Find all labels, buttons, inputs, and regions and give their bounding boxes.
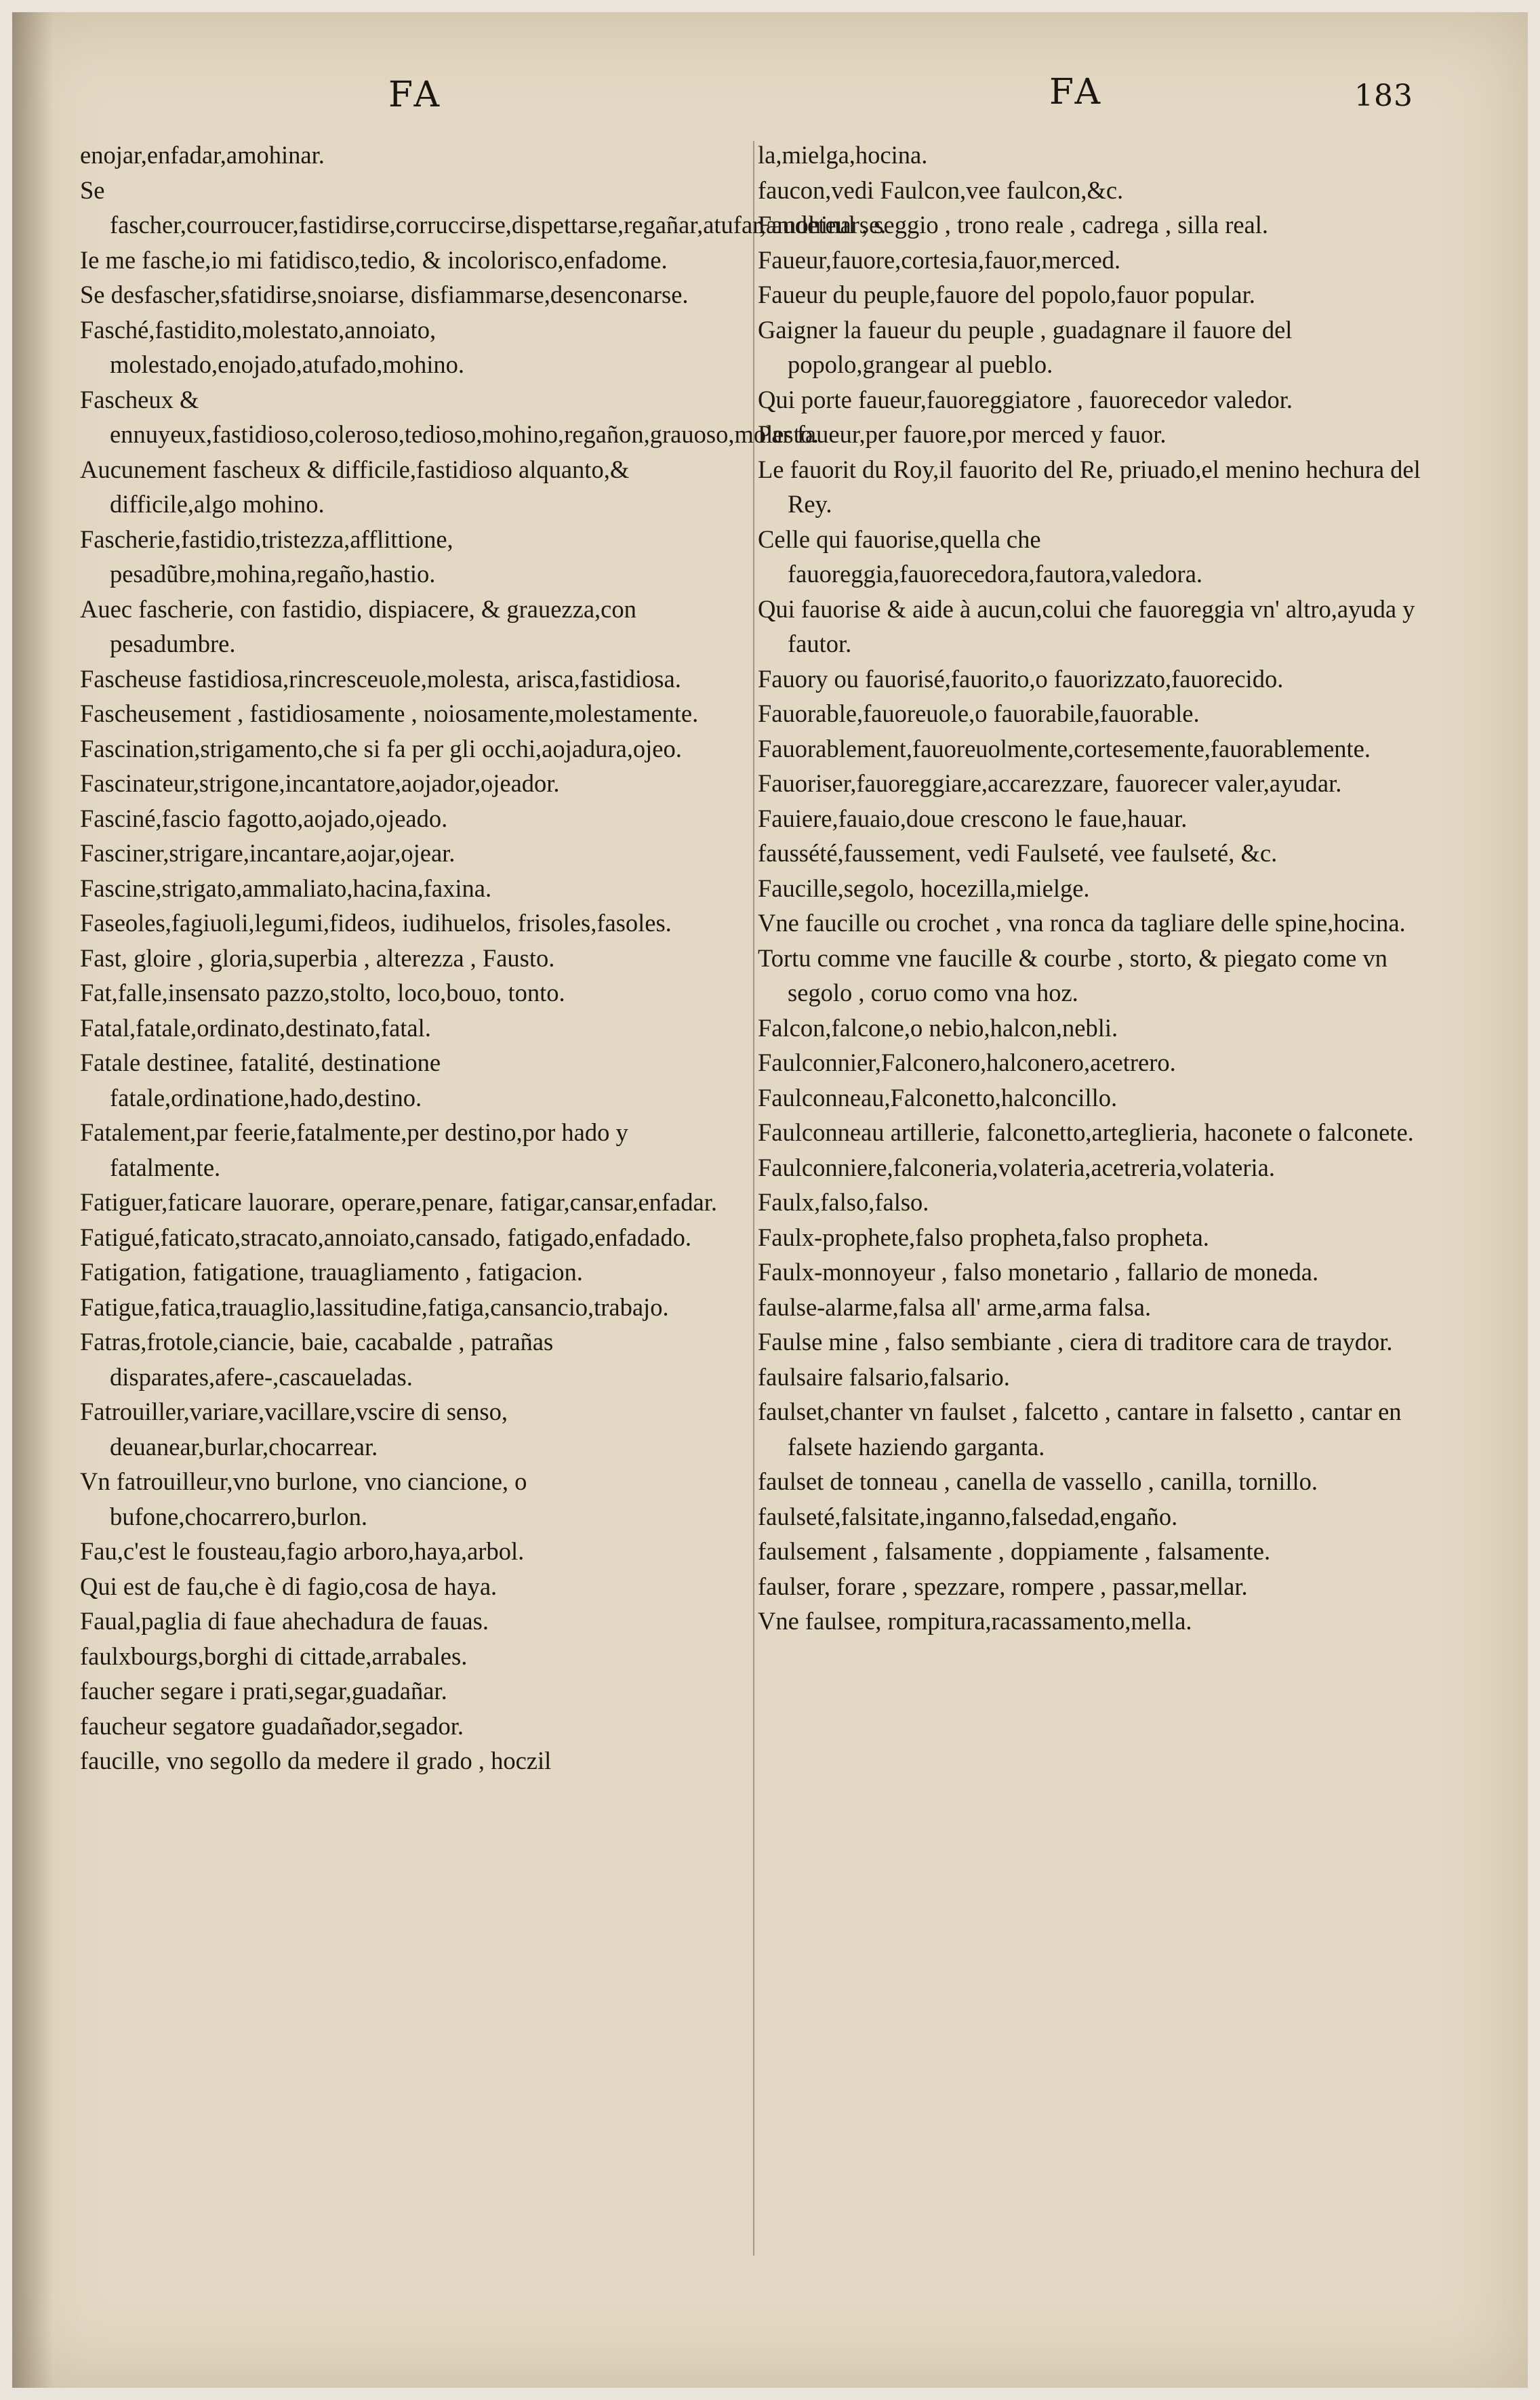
dictionary-entry: enojar,enfadar,amohinar.: [80, 141, 325, 169]
dictionary-entry: faulse-alarme,falsa all' arme,arma falsa.: [758, 1293, 1152, 1321]
dictionary-entry: Fascination,strigamento,che si fa per gli occhi,aojadura,ojeo.: [80, 734, 682, 762]
dictionary-entry: faulset,chanter vn faulset , falcetto , cantare in falsetto , cantar en falsete haziendo garganta.: [758, 1398, 1402, 1461]
dictionary-entry: Vne faulsee, rompitura,racassamento,mella.: [758, 1607, 1192, 1635]
dictionary-entry: Fau,c'est le fousteau,fagio arboro,haya,arbol.: [80, 1537, 525, 1565]
dictionary-entry: faulxbourgs,borghi di cittade,arrabales.: [80, 1642, 468, 1670]
dictionary-entry: Fascheuse fastidiosa,rincresceuole,molesta, arisca,fastidiosa.: [80, 664, 681, 693]
dictionary-entry: faulsement , falsamente , doppiamente , falsamente.: [758, 1537, 1271, 1565]
dictionary-entry: Faulconneau,Falconetto,halconcillo.: [758, 1083, 1118, 1112]
dictionary-entry: Fatigation, fatigatione, trauagliamento , fatigacion.: [80, 1258, 583, 1286]
dictionary-entry: Aucunement fascheux & difficile,fastidioso alquanto,& difficile,algo mohino.: [80, 455, 630, 518]
dictionary-entry: Fat,falle,insensato pazzo,stolto, loco,bouo, tonto.: [80, 979, 565, 1006]
dictionary-entry: Fasciné,fascio fagotto,aojado,ojeado.: [80, 804, 448, 832]
dictionary-entry: Fauorablement,fauoreuolmente,cortesemente,fauorablemente.: [758, 734, 1371, 762]
dictionary-entry: Falcon,falcone,o nebio,halcon,nebli.: [758, 1013, 1118, 1042]
dictionary-entry: Faulconniere,falconeria,volateria,acetreria,volateria.: [758, 1153, 1276, 1181]
dictionary-entry: Par faueur,per fauore,por merced y fauor.: [758, 420, 1167, 448]
page-number: 183: [1354, 79, 1413, 113]
dictionary-entry: Fasciner,strigare,incantare,aojar,ojear.: [80, 839, 455, 867]
dictionary-entry: Fascine,strigato,ammaliato,hacina,faxina.: [80, 874, 492, 902]
dictionary-entry: Faueur,fauore,cortesia,fauor,merced.: [758, 245, 1121, 274]
dictionary-entry: Qui est de fau,che è di fagio,cosa de haya.: [80, 1572, 498, 1600]
dictionary-entry: faulser, forare , spezzare, rompere , passar,mellar.: [758, 1572, 1248, 1600]
dictionary-entry: Fatrouiller,variare,vacillare,vscire di senso, deuanear,burlar,chocarrear.: [80, 1398, 508, 1461]
dictionary-entry: Fatal,fatale,ordinato,destinato,fatal.: [80, 1013, 431, 1042]
dictionary-entry: Fatale destinee, fatalité, destinatione fatale,ordinatione,hado,destino.: [80, 1049, 441, 1112]
dictionary-entry: Auec fascherie, con fastidio, dispiacere, & grauezza,con pesadumbre.: [80, 594, 636, 657]
dictionary-entry: Fast, gloire , gloria,superbia , alterezza , Fausto.: [80, 943, 555, 972]
dictionary-entry: Se desfascher,sfatidirse,snoiarse, disfiammarse,desenconarse.: [80, 281, 689, 308]
dictionary-entry: Fauoriser,fauoreggiare,accarezzare, fauorecer valer,ayudar.: [758, 769, 1342, 797]
dictionary-entry: la,mielga,hocina.: [758, 141, 928, 169]
dictionary-entry: faussété,faussement, vedi Faulseté, vee faulseté, &c.: [758, 839, 1278, 867]
dictionary-entry: Fauorable,fauoreuole,o fauorabile,fauorable.: [758, 699, 1200, 727]
dictionary-entry: Fascheux & ennuyeux,fastidioso,coleroso,tedioso,mohino,regañon,grauoso,molesto.: [80, 385, 819, 448]
right-column: [758, 138, 1436, 1639]
dictionary-entry: faucon,vedi Faulcon,vee faulcon,&c.: [758, 176, 1124, 204]
book-page: [12, 12, 1528, 2388]
dictionary-entry: Fatalement,par feerie,fatalmente,per destino,por hado y fatalmente.: [80, 1118, 628, 1181]
dictionary-entry: Fauory ou fauorisé,fauorito,o fauorizzato,fauorecido.: [758, 664, 1284, 693]
left-running-head: FA: [388, 75, 444, 115]
dictionary-entry: Qui porte faueur,fauoreggiatore , fauorecedor valedor.: [758, 385, 1293, 413]
dictionary-entry: Celle qui fauorise,quella che fauoreggia,fauorecedora,fautora,valedora.: [758, 525, 1203, 588]
dictionary-entry: Fasché,fastidito,molestato,annoiato, molestado,enojado,atufado,mohino.: [80, 315, 465, 378]
dictionary-entry: Ie me fasche,io mi fatidisco,tedio, & incolorisco,enfadome.: [80, 245, 668, 274]
dictionary-entry: faucheur segatore guadañador,segador.: [80, 1711, 464, 1740]
dictionary-entry: Fascinateur,strigone,incantatore,aojador,ojeador.: [80, 769, 560, 797]
dictionary-entry: Faulx-monnoyeur , falso monetario , fallario de moneda.: [758, 1258, 1319, 1286]
dictionary-entry: Tortu comme vne faucille & courbe , storto, & piegato come vn segolo , coruo como vna hoz.: [758, 943, 1387, 1006]
right-running-head: FA: [1049, 72, 1105, 113]
dictionary-entry: Faulx,falso,falso.: [758, 1188, 929, 1216]
dictionary-entry: Vn fatrouilleur,vno burlone, vno ciancione, o bufone,chocarrero,burlon.: [80, 1467, 527, 1530]
dictionary-entry: Faulse mine , falso sembiante , ciera di traditore cara de traydor.: [758, 1328, 1393, 1356]
dictionary-entry: Faulconnier,Falconero,halconero,acetrero.: [758, 1049, 1176, 1076]
dictionary-entry: Qui fauorise & aide à aucun,colui che fauoreggia vn' altro,ayuda y fautor.: [758, 594, 1415, 657]
dictionary-entry: Faseoles,fagiuoli,legumi,fideos, iudihuelos, frisoles,fasoles.: [80, 909, 672, 937]
dictionary-entry: Faulconneau artillerie, falconetto,arteglieria, haconete o falconete.: [758, 1118, 1414, 1146]
dictionary-entry: Se fascher,courroucer,fastidirse,corruccirse,dispettarse,regañar,atufar,amohinarse.: [80, 176, 887, 239]
dictionary-entry: faulsaire falsario,falsario.: [758, 1362, 1010, 1391]
dictionary-entry: Faueur du peuple,fauore del popolo,fauor popular.: [758, 281, 1255, 308]
dictionary-entry: Fascheusement , fastidiosamente , noiosamente,molestamente.: [80, 699, 699, 727]
dictionary-entry: Gaigner la faueur du peuple , guadagnare il fauore del popolo,grangear al pueblo.: [758, 315, 1293, 378]
dictionary-entry: faucher segare i prati,segar,guadañar.: [80, 1677, 447, 1705]
dictionary-entry: Fatigue,fatica,trauaglio,lassitudine,fatiga,cansancio,trabajo.: [80, 1293, 669, 1321]
dictionary-entry: Le fauorit du Roy,il fauorito del Re, priuado,el menino hechura del Rey.: [758, 455, 1421, 518]
dictionary-entry: Faudeteul , seggio , trono reale , cadrega , silla real.: [758, 211, 1269, 239]
running-header: [12, 60, 1528, 134]
dictionary-entry: Fauiere,fauaio,doue crescono le faue,hauar.: [758, 804, 1188, 832]
column-divider: [753, 141, 754, 2256]
dictionary-entry: Faual,paglia di faue ahechadura de fauas.: [80, 1607, 489, 1635]
dictionary-entry: Fatiguer,faticare lauorare, operare,penare, fatigar,cansar,enfadar.: [80, 1188, 717, 1216]
dictionary-entry: Faucille,segolo, hocezilla,mielge.: [758, 874, 1090, 902]
dictionary-entry: Vne faucille ou crochet , vna ronca da tagliare delle spine,hocina.: [758, 909, 1406, 937]
dictionary-entry: Fascherie,fastidio,tristezza,afflittione, pesadũbre,mohina,regaño,hastio.: [80, 525, 453, 588]
dictionary-entry: faulseté,falsitate,inganno,falsedad,engaño.: [758, 1502, 1178, 1530]
dictionary-entry: Faulx-prophete,falso propheta,falso propheta.: [758, 1223, 1209, 1251]
dictionary-entry: Fatras,frotole,ciancie, baie, cacabalde , patrañas disparates,afere-,cascaueladas.: [80, 1328, 554, 1391]
dictionary-entry: faulset de tonneau , canella de vassello , canilla, tornillo.: [758, 1467, 1318, 1495]
dictionary-entry: faucille, vno segollo da medere il grado , hoczil: [80, 1747, 552, 1774]
dictionary-entry: Fatigué,faticato,stracato,annoiato,cansado, fatigado,enfadado.: [80, 1223, 691, 1251]
